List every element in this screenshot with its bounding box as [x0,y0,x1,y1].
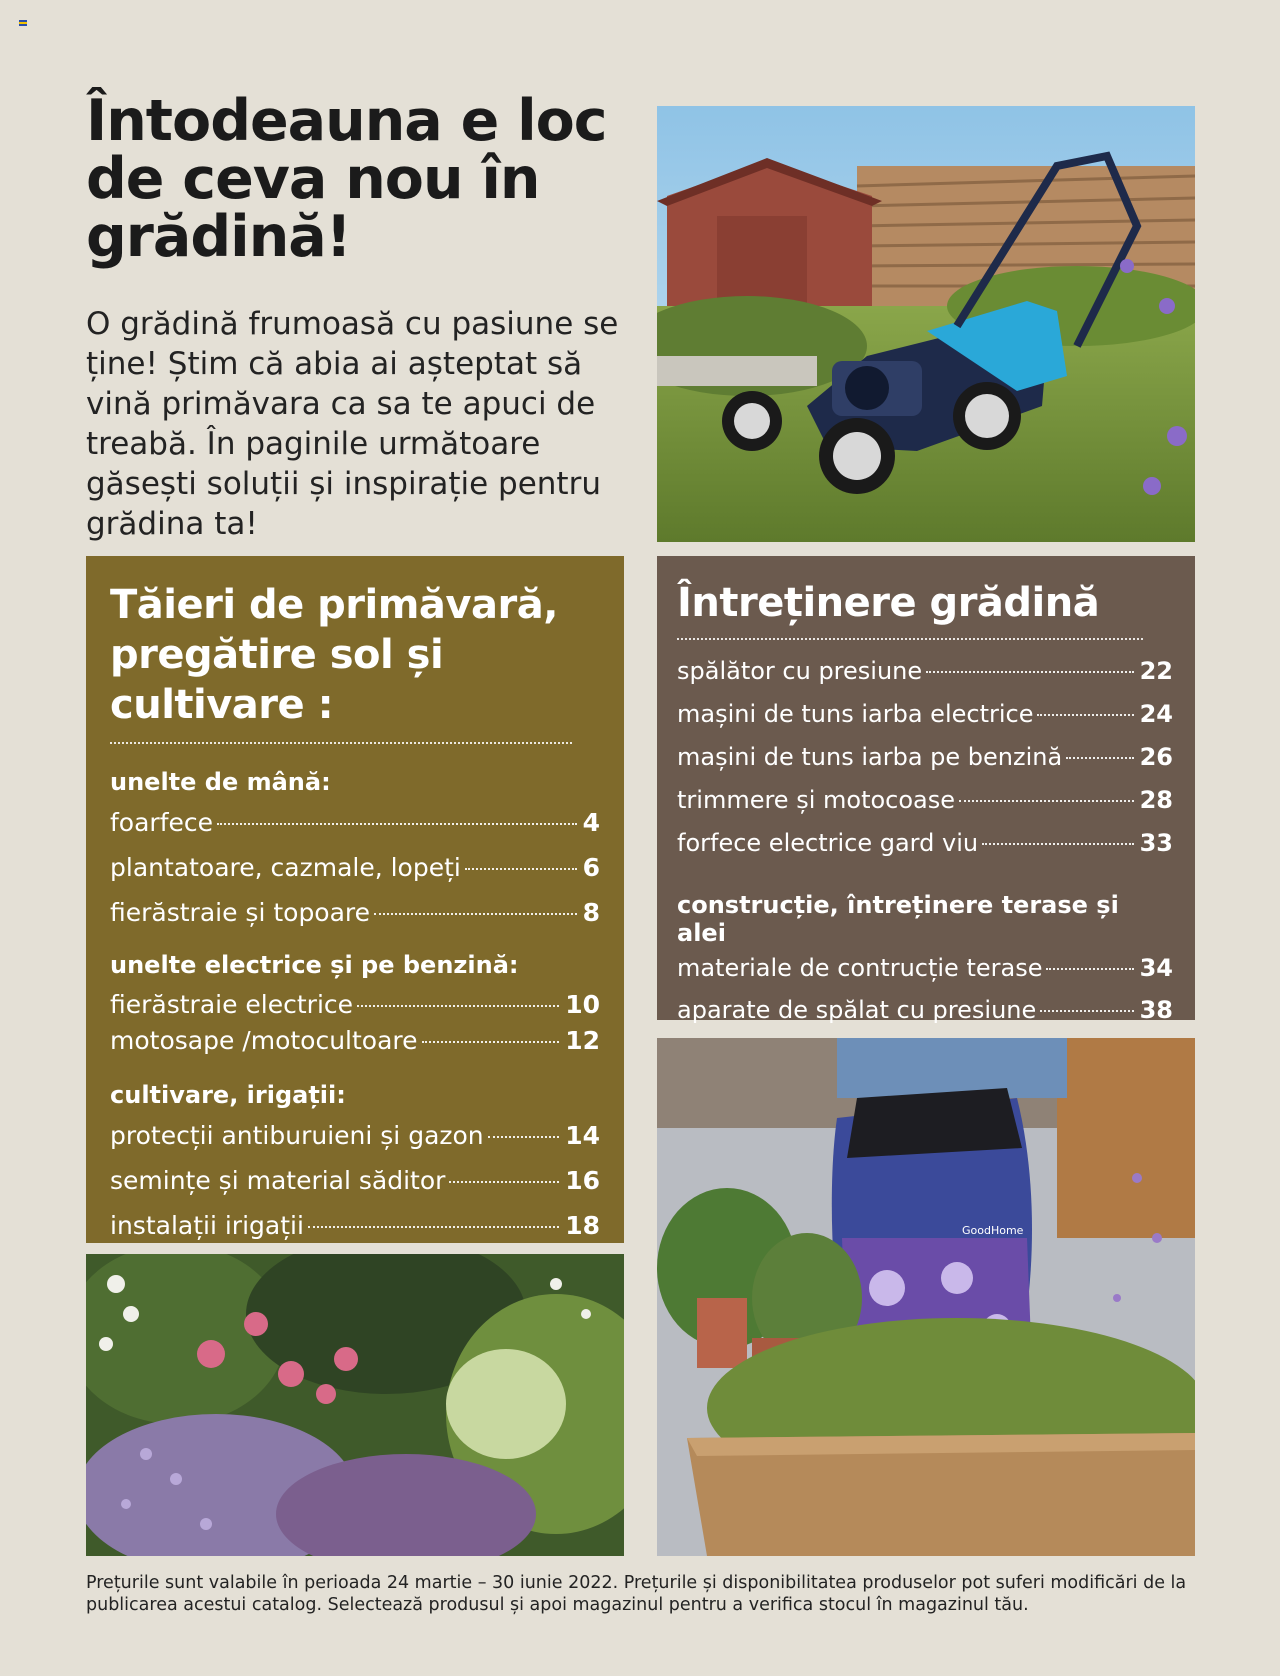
section-cultivation [110,1081,600,1248]
toc-entry-page: 33 [1139,829,1173,857]
toc-entry-page: 8 [582,898,600,927]
left-panel-title: Tăieri de primăvară, pregătire sol și cultivare : [110,582,558,728]
toc-entry-label: plantatoare, cazmale, lopeți [110,853,461,882]
maintenance-list [677,650,1173,865]
toc-entry-label: protecții antiburuieni și gazon [110,1121,484,1150]
toc-entry-label: aparate de spălat cu presiune [677,996,1037,1024]
toc-entry[interactable] [677,650,1173,693]
section-hand-tools [110,768,600,935]
toc-entry-page: 22 [1139,657,1173,685]
toc-entry[interactable] [677,822,1173,865]
toc-entry-page: 4 [582,808,600,837]
dotted-divider [677,638,1143,640]
toc-entry-label: forfece electrice gard viu [677,829,979,857]
footer-disclaimer: Prețurile sunt valabile în perioada 24 martie – 30 iunie 2022. Prețurile și disponibilitatea produselor pot suferi modificări de la publicarea acestui catalog. Selectează produsul și apoi magazinul pentru a verifica stocul în magazinul tău. [86,1573,1187,1615]
section-title: unelte electrice și pe benzină: [110,951,519,979]
toc-entry-page: 16 [565,1166,600,1195]
toc-entry-label: materiale de contrucție terase [677,954,1043,982]
toc-entry-page: 10 [565,990,600,1019]
toc-entry[interactable] [110,1023,600,1059]
toc-entry-page: 34 [1139,954,1173,982]
right-panel-title: Întreținere grădină [677,580,1100,626]
dot-leader [449,1181,559,1183]
toc-entry-label: spălător cu presiune [677,657,923,685]
toc-entry-page: 24 [1139,700,1173,728]
toc-entry-page: 6 [582,853,600,882]
toc-entry-page: 14 [565,1121,600,1150]
section-title: cultivare, irigații: [110,1081,346,1109]
dot-leader [217,823,577,825]
dot-leader [1040,1010,1133,1012]
dot-leader [374,913,577,915]
toc-entry-page: 12 [565,1026,600,1055]
toc-entry-label: semințe și material săditor [110,1166,446,1195]
dot-leader [1037,714,1133,716]
toc-entry[interactable] [677,989,1173,1031]
toc-entry[interactable] [110,1113,600,1158]
toc-entry-label: instalații irigații [110,1211,304,1240]
planting-herbs-photo [657,1038,1195,1556]
toc-entry[interactable] [677,947,1173,989]
dot-leader [959,800,1134,802]
toc-entry[interactable] [110,987,600,1023]
section-title: unelte de mână: [110,768,331,796]
page-headline: Întodeauna e loc de ceva nou în grădină! [86,88,607,270]
bag-brand-label: GoodHome [962,1224,1024,1237]
dot-leader [422,1041,560,1043]
dotted-divider [110,742,572,744]
toc-entry-label: motosape /motocultoare [110,1026,418,1055]
flower-bed-photo [86,1254,624,1556]
terraces-section [677,891,1173,1031]
toc-entry-label: mașini de tuns iarba pe benzină [677,743,1063,771]
toc-entry-label: fierăstraie electrice [110,990,354,1019]
dot-leader [308,1226,559,1228]
dot-leader [357,1005,559,1007]
toc-entry-page: 26 [1139,743,1173,771]
dot-leader [982,843,1134,845]
toc-entry-page: 18 [565,1211,600,1240]
toc-entry[interactable] [110,1158,600,1203]
toc-entry-label: trimmere și motocoase [677,786,956,814]
toc-entry[interactable] [677,693,1173,736]
toc-entry-label: mașini de tuns iarba electrice [677,700,1034,728]
dot-leader [1046,968,1133,970]
dot-leader [926,671,1133,673]
section-power-tools [110,951,600,1059]
section-title: construcție, întreținere terase și alei [677,891,1119,947]
toc-entry-label: fierăstraie și topoare [110,898,371,927]
toc-entry[interactable] [110,845,600,890]
corner-flag-mark [19,20,27,26]
dot-leader [1066,757,1133,759]
toc-entry[interactable] [110,1203,600,1248]
intro-text: O grădină frumoasă cu pasiune se ține! Știm că abia ai așteptat să vină primăvara ca sa te apuci de treabă. În paginile următoare găsești soluții și inspirație pentru grădina ta! [86,306,619,542]
toc-entry-page: 38 [1139,996,1173,1024]
toc-entry[interactable] [110,800,600,845]
toc-entry-page: 28 [1139,786,1173,814]
toc-entry[interactable] [677,736,1173,779]
right-contents-panel [657,556,1195,1024]
toc-entry-label: foarfece [110,808,214,837]
toc-entry[interactable] [110,890,600,935]
dot-leader [465,868,577,870]
toc-entry[interactable] [677,779,1173,822]
dot-leader [488,1136,560,1138]
lawn-mower-photo [657,106,1195,542]
left-contents-panel [86,556,624,1243]
